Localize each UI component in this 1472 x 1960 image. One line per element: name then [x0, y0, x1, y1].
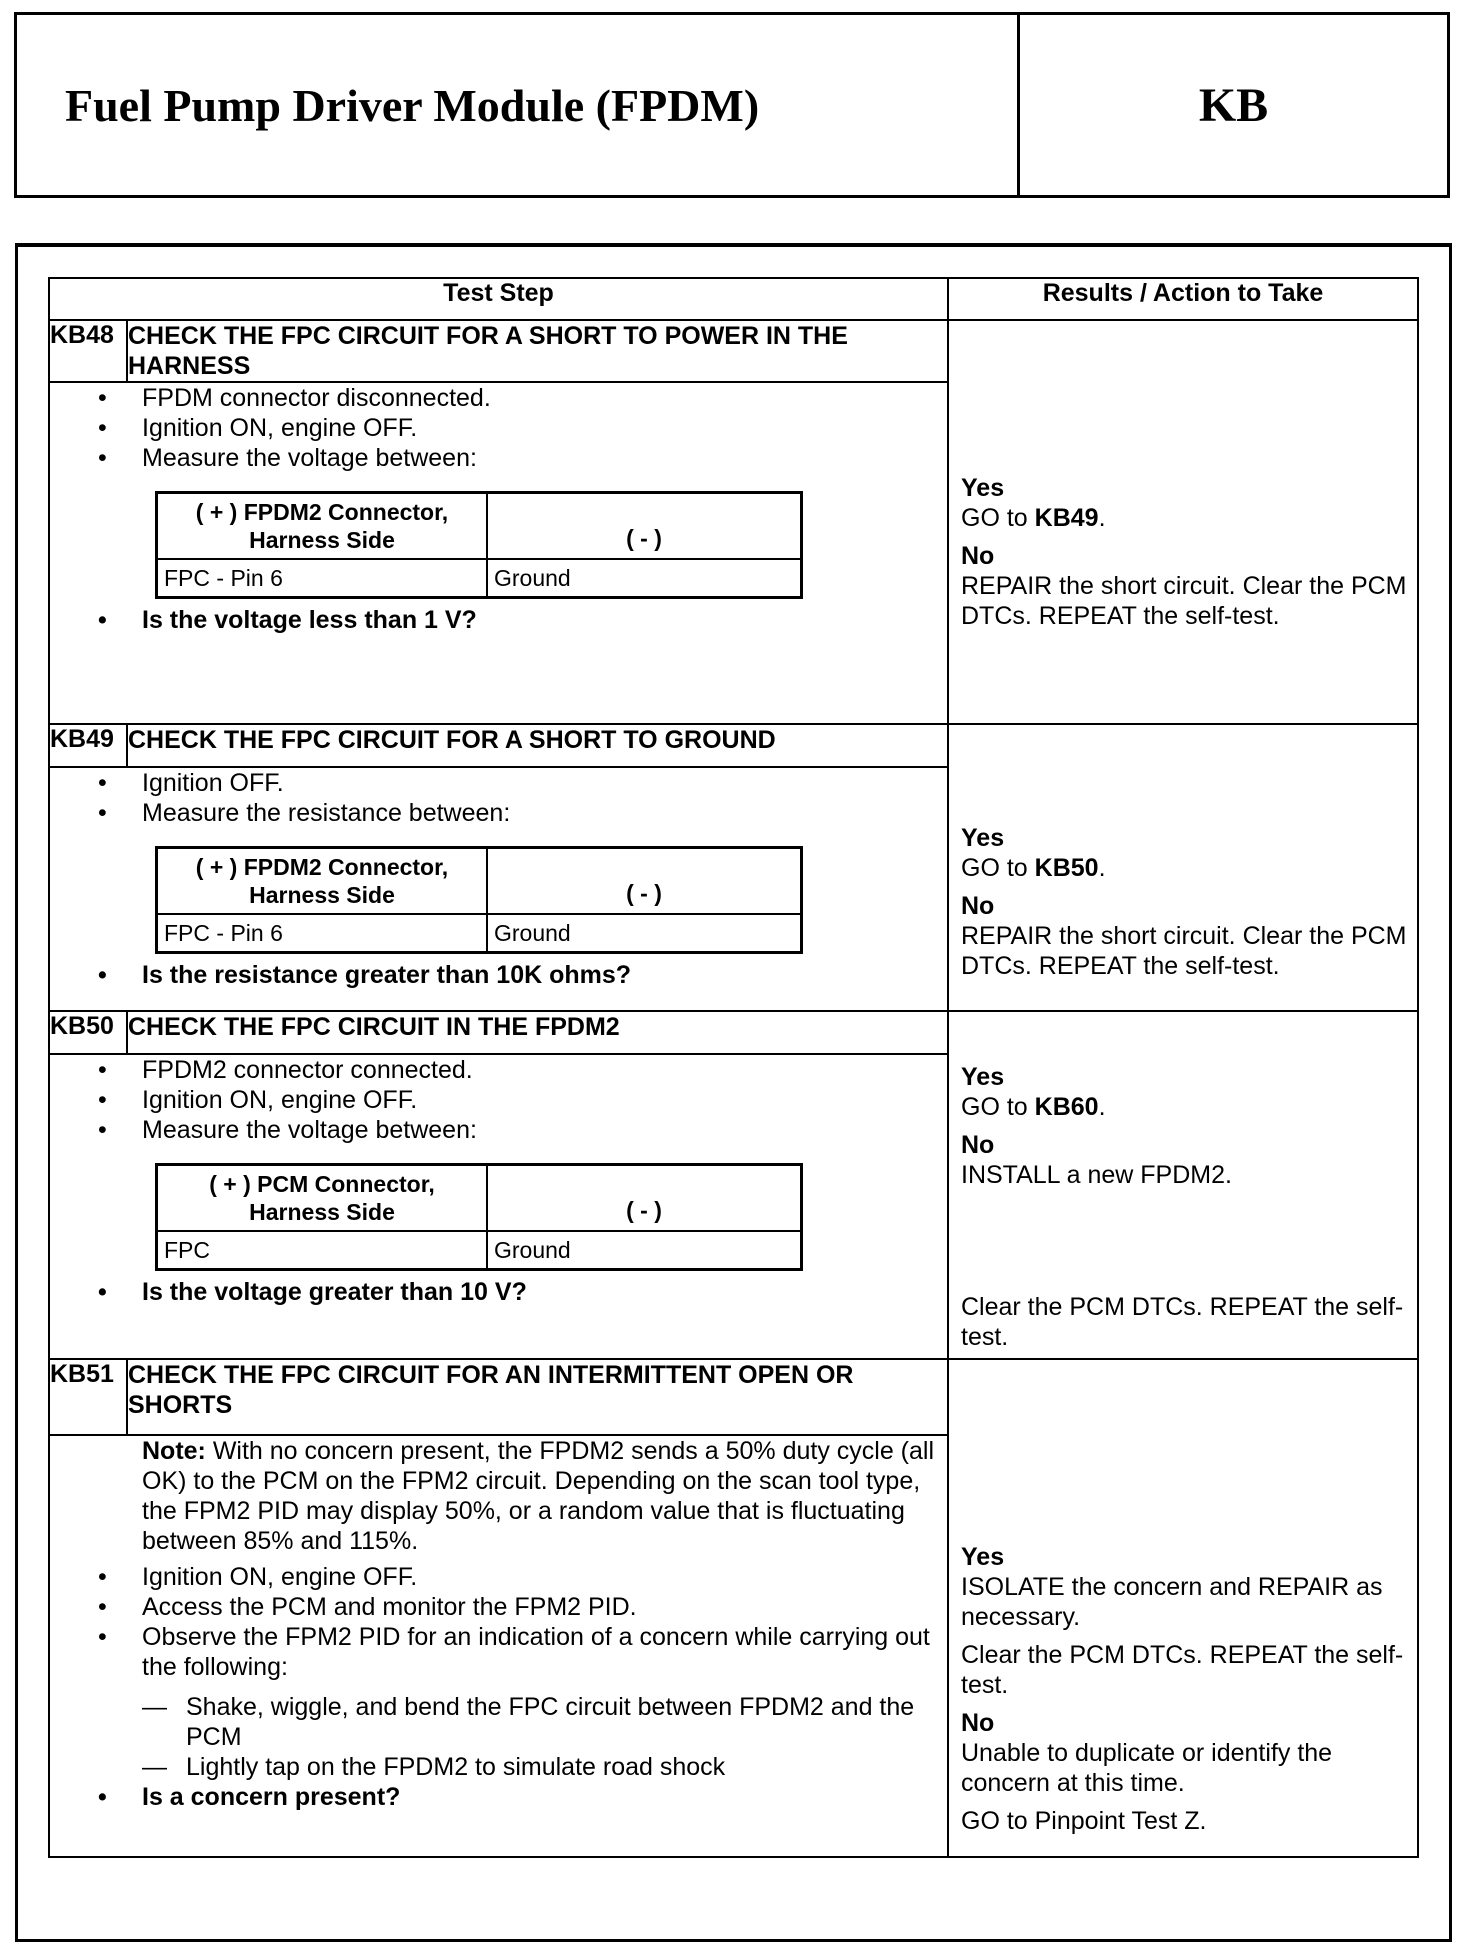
column-header-test-step: Test Step [49, 278, 948, 320]
measure-positive-value: FPC - Pin 6 [157, 914, 488, 953]
measure-negative-header: ( - ) [487, 1165, 802, 1232]
result-yes-action: GO to KB60. [961, 1093, 1106, 1121]
result-no-action: REPAIR the short circuit. Clear the PCM DTCs. REPEAT the self-test. [961, 572, 1407, 630]
bullet-item: • Measure the voltage between: [142, 1115, 947, 1145]
result-yes-label: Yes [961, 824, 1005, 852]
result-no-label: No [961, 542, 995, 570]
result-yes-followup: Clear the PCM DTCs. REPEAT the self-test. [961, 1641, 1404, 1699]
bullet-item: • Ignition ON, engine OFF. [142, 413, 947, 443]
column-header-results: Results / Action to Take [948, 278, 1418, 320]
step-id: KB51 [49, 1359, 127, 1435]
measure-negative-value: Ground [487, 1231, 802, 1270]
measure-negative-value: Ground [487, 559, 802, 598]
measure-negative-header: ( - ) [487, 493, 802, 560]
result-yes-label: Yes [961, 1543, 1005, 1571]
goto-link[interactable]: KB49 [1034, 504, 1099, 532]
result-no-label: No [961, 892, 995, 920]
step-bullets [50, 768, 947, 828]
dash-item: — Shake, wiggle, and bend the FPC circuit between FPDM2 and the PCM [186, 1692, 947, 1752]
bullet-item: • FPDM2 connector connected. [142, 1055, 947, 1085]
measure-positive-header: ( + ) FPDM2 Connector, Harness Side [157, 848, 488, 915]
page-header [14, 12, 1450, 198]
bullet-item: • Measure the voltage between: [142, 443, 947, 473]
measure-positive-header: ( + ) PCM Connector, Harness Side [157, 1165, 488, 1232]
step-title: CHECK THE FPC CIRCUIT FOR A SHORT TO POWER IN THE HARNESS [127, 320, 948, 382]
note-label: Note: [142, 1437, 206, 1465]
goto-link[interactable]: KB50 [1034, 854, 1099, 882]
step-bullets [50, 1562, 947, 1682]
step-title-row [49, 1359, 1418, 1435]
step-body [49, 1054, 948, 1359]
results-cell [948, 1359, 1418, 1857]
step-question: • Is the voltage greater than 10 V? [142, 1277, 947, 1307]
measurement-table [155, 1163, 803, 1271]
step-body [49, 382, 948, 724]
result-yes-label: Yes [961, 474, 1005, 502]
pinpoint-test-table [48, 277, 1419, 1858]
result-yes-action: ISOLATE the concern and REPAIR as necessary. [961, 1573, 1383, 1631]
measure-positive-value: FPC [157, 1231, 488, 1270]
bullet-item: • Ignition ON, engine OFF. [142, 1562, 947, 1592]
step-title-row [49, 724, 1418, 767]
step-id: KB50 [49, 1011, 127, 1054]
result-no-label: No [961, 1709, 995, 1737]
bullet-item: • Observe the FPM2 PID for an indication of a concern while carrying out the following: [142, 1622, 947, 1682]
result-yes-action: GO to KB49. [961, 504, 1106, 532]
step-title: CHECK THE FPC CIRCUIT IN THE FPDM2 [127, 1011, 948, 1054]
step-body [49, 1435, 948, 1857]
measure-positive-header: ( + ) FPDM2 Connector, Harness Side [157, 493, 488, 560]
results-cell [948, 724, 1418, 1011]
step-bullets [50, 383, 947, 473]
bullet-item: • Access the PCM and monitor the FPM2 PID. [142, 1592, 947, 1622]
bullet-item: • Ignition ON, engine OFF. [142, 1085, 947, 1115]
step-question: • Is the resistance greater than 10K ohms? [142, 960, 947, 990]
step-question: • Is the voltage less than 1 V? [142, 605, 947, 635]
step-bullets [50, 1055, 947, 1145]
section-code: KB [1198, 78, 1269, 132]
result-no-label: No [961, 1131, 995, 1159]
result-followup: Clear the PCM DTCs. REPEAT the self-test. [961, 1293, 1404, 1351]
step-title-row [49, 320, 1418, 382]
results-cell [948, 1011, 1418, 1359]
results-cell [948, 320, 1418, 724]
dash-item: — Lightly tap on the FPDM2 to simulate road shock [186, 1752, 947, 1782]
bullet-item: • Ignition OFF. [142, 768, 947, 798]
measure-negative-value: Ground [487, 914, 802, 953]
measurement-table [155, 491, 803, 599]
measure-positive-value: FPC - Pin 6 [157, 559, 488, 598]
measure-negative-header: ( - ) [487, 848, 802, 915]
step-note: Note: With no concern present, the FPDM2 sends a 50% duty cycle (all OK) to the PCM on the FPM2 circuit. Depending on the scan tool type, the FPM2 PID may display 50%, or a random value that is fluctuating between 85% and 115%. [142, 1437, 935, 1555]
bullet-item: • Measure the resistance between: [142, 798, 947, 828]
step-id: KB48 [49, 320, 127, 382]
step-title: CHECK THE FPC CIRCUIT FOR AN INTERMITTENT OPEN OR SHORTS [127, 1359, 948, 1435]
goto-pinpoint-link[interactable]: GO to Pinpoint Test Z. [961, 1807, 1207, 1835]
result-no-action: REPAIR the short circuit. Clear the PCM DTCs. REPEAT the self-test. [961, 922, 1407, 980]
page-title: Fuel Pump Driver Module (FPDM) [17, 15, 1020, 195]
measurement-table [155, 846, 803, 954]
step-title: CHECK THE FPC CIRCUIT FOR A SHORT TO GROUND [127, 724, 948, 767]
step-id: KB49 [49, 724, 127, 767]
step-question: • Is a concern present? [142, 1782, 947, 1812]
step-title-row [49, 1011, 1418, 1054]
bullet-item: • FPDM connector disconnected. [142, 383, 947, 413]
step-body [49, 767, 948, 1011]
result-yes-action: GO to KB50. [961, 854, 1106, 882]
result-no-action: Unable to duplicate or identify the concern at this time. [961, 1739, 1333, 1797]
result-yes-label: Yes [961, 1063, 1005, 1091]
step-subitems [50, 1692, 947, 1782]
result-no-action: INSTALL a new FPDM2. [961, 1161, 1232, 1189]
table-header-row [49, 278, 1418, 320]
goto-link[interactable]: KB60 [1034, 1093, 1099, 1121]
